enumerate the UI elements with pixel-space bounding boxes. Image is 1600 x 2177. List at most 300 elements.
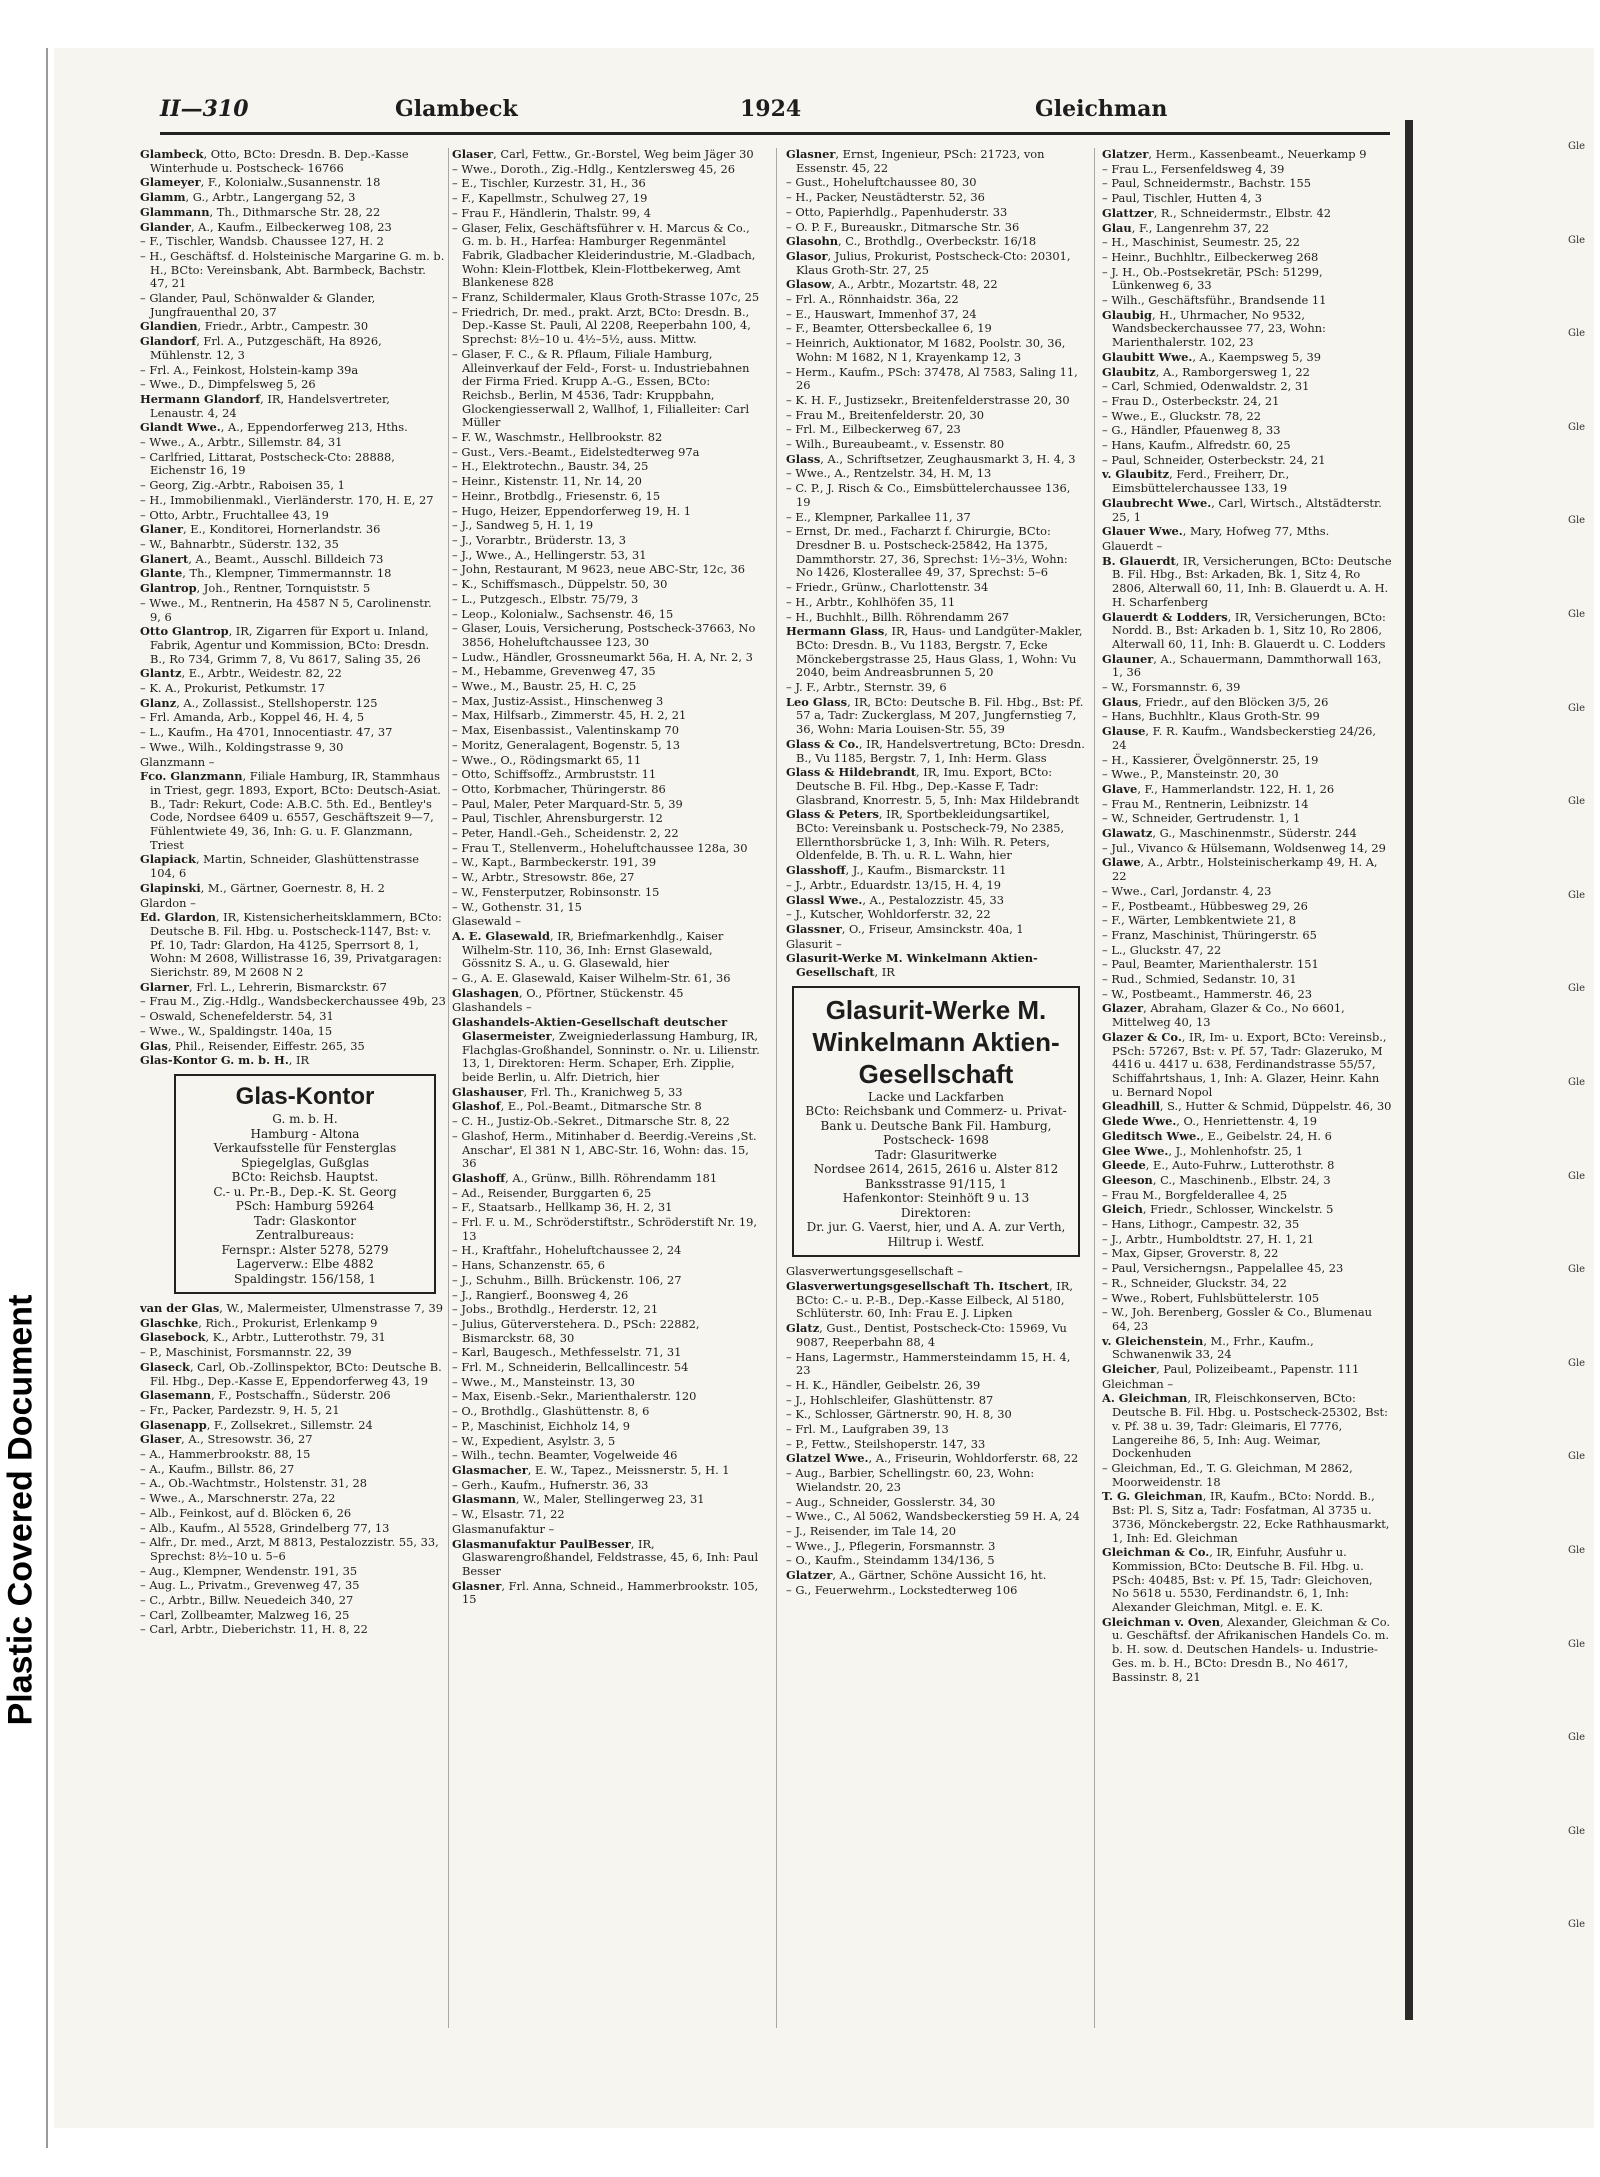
directory-entry: Glass, A., Schriftsetzer, Zeughausmarkt 3, H. 4, 3 — [786, 451, 1076, 466]
advertisement-line: Nordsee 2614, 2615, 2616 u. Alster 812 — [813, 1162, 1059, 1177]
strip-fragment: Gle — [1568, 1076, 1586, 1088]
directory-entry: – C., Arbtr., Billw. Neuedeich 340, 27 — [140, 1593, 354, 1608]
directory-entry: Hermann Glandorf, IR, Handelsvertreter, Lenaustr. 4, 24 — [140, 391, 390, 420]
directory-entry: Glatzer, A., Gärtner, Schöne Aussicht 16, ht. — [786, 1568, 1047, 1583]
strip-fragment: Gle — [1568, 234, 1586, 246]
directory-entry: – L., Kaufm., Ha 4701, Innocentiastr. 47, 37 — [140, 725, 393, 740]
directory-entry: – Ernst, Dr. med., Facharzt f. Chirurgie, BCto: Dresdner B. u. Postscheck-25842, Ha 1375, Dammthorstr. 27, 36, Sprechst: 1½–3½, Wohn: No 1426, Klosterallee 49, 37, Sprechst: 5–6 — [786, 524, 1068, 580]
directory-entry: Glaubrecht Wwe., Carl, Wirtsch., Altstädterstr. 25, 1 — [1102, 495, 1382, 524]
directory-entry: – Frl. F. u. M., Schröderstiftstr., Schröderstift Nr. 19, 13 — [452, 1215, 757, 1243]
directory-entry: – Max, Justiz-Assist., Hinschenweg 3 — [452, 693, 664, 708]
directory-entry: B. Glauerdt, IR, Versicherungen, BCto: Deutsche B. Fil. Hbg., Bst: Arkaden, Bk. 1, Sitz 4, Ro 2806, Alterwall 60, 11, Inh: B. Glauerdt u. A. H. H. Scharfenberg — [1102, 553, 1392, 609]
directory-entry: Glasner, Ernst, Ingenieur, PSch: 21723, von Essenstr. 45, 22 — [786, 148, 1045, 175]
directory-entry: – John, Restaurant, M 9623, neue ABC-Str, 12c, 36 — [452, 562, 745, 577]
directory-entry: Glameyer, F., Kolonialw.,Susannenstr. 18 — [140, 175, 381, 190]
directory-entry: – Aug., Schneider, Gosslerstr. 34, 30 — [786, 1494, 996, 1509]
directory-entry: Glazer & Co., IR, Im- u. Export, BCto: Vereinsb., PSch: 57267, Bst: v. Pf. 57, Tadr: Glazeruko, M 4416 u. 4417 u. 638, Ferdinandstrasse 55/57, Schiffahrtshaus, 1, Inh: A. Glazer, Heinr. Kahn u. Bernard Nopol — [1102, 1029, 1387, 1099]
directory-entry: A. E. Glasewald, IR, Briefmarkenhdlg., Kaiser Wilhelm-Str. 110, 36, Inh: Ernst Glasewald, Gössnitz S. A., u. G. Glasewald, hier — [452, 928, 724, 971]
column-4 — [1102, 148, 1392, 2028]
directory-entry: Otto Glantrop, IR, Zigarren für Export u. Inland, Fabrik, Agentur und Kommission, BCto: Dresdn. B., Ro 734, Grimm 7, 8, Vu 8617, Saling 35, 26 — [140, 624, 430, 666]
directory-entry: – L., Putzgesch., Elbstr. 75/79, 3 — [452, 591, 639, 606]
directory-entry: – Wwe., A., Rentzelstr. 34, H. M, 13 — [786, 466, 992, 481]
directory-entry: – W., Kapt., Barmbeckerstr. 191, 39 — [452, 855, 657, 870]
directory-entry: – Wwe., Doroth., Zig.-Hdlg., Kentzlersweg 45, 26 — [452, 161, 735, 176]
directory-entry: – W., Forsmannstr. 6, 39 — [1102, 680, 1241, 695]
directory-entry: – C. P., J. Risch & Co., Eimsbüttelerchaussee 136, 19 — [786, 481, 1071, 509]
directory-entry: Glanzmann – — [140, 754, 215, 769]
directory-entry: – Wwe., Robert, Fuhlsbüttelerstr. 105 — [1102, 1290, 1320, 1305]
directory-entry: – Wwe., M., Mansteinstr. 13, 30 — [452, 1374, 635, 1389]
advertisement-line: Hafenkontor: Steinhöft 9 u. 13 — [842, 1191, 1030, 1206]
directory-entry: – M., Hebamme, Grevenweg 47, 35 — [452, 664, 656, 679]
directory-entry: – Max, Eisenb.-Sekr., Marienthalerstr. 120 — [452, 1389, 697, 1404]
next-page-strip — [1568, 140, 1598, 2020]
directory-entry: Glee Wwe., J., Mohlenhofstr. 25, 1 — [1102, 1143, 1303, 1158]
directory-entry: Glasverwertungsgesellschaft Th. Itschert, IR, BCto: C.- u. P.-B., Dep.-Kasse Eilbeck, Al 5180, Schlüterstr. 60, Inh: Frau E. J. Lipken — [786, 1278, 1074, 1321]
directory-entry: – A., Hammerbrookstr. 88, 15 — [140, 1447, 311, 1462]
directory-entry: – Max, Hilfsarb., Zimmerstr. 45, H. 2, 21 — [452, 708, 687, 723]
directory-entry: – Heinr., Buchhltr., Eilbeckerweg 268 — [1102, 249, 1319, 264]
directory-entry: – P., Maschinist, Eichholz 14, 9 — [452, 1418, 630, 1433]
directory-entry: – K. A., Prokurist, Petkumstr. 17 — [140, 681, 325, 696]
directory-entry: – W., Postbeamt., Hammerstr. 46, 23 — [1102, 986, 1313, 1001]
strip-fragment: Gle — [1568, 1919, 1586, 1931]
directory-entry: Glashandels-Aktien-Gesellschaft deutscher Glasermeister, Zweigniederlassung Hamburg, IR, Flachglas-Großhandel, Sonninstr. o. Nr. u. Lilienstr. 13, 1, Direktoren: Herm. Schaper, Erh. Zipplie, beide Berlin, u. Alfr. Dietrich, hier — [452, 1015, 760, 1084]
strip-fragment: Gle — [1568, 1544, 1586, 1556]
directory-entry: Glapiack, Martin, Schneider, Glashüttenstrasse 104, 6 — [140, 852, 419, 881]
directory-entry: – Wwe., A., Marschnerstr. 27a, 22 — [140, 1491, 336, 1506]
directory-entry: – Hans, Schanzenstr. 65, 6 — [452, 1258, 606, 1273]
advertisement-line: Banksstrasse 91/115, 1 — [865, 1176, 1007, 1191]
strip-fragment: Gle — [1568, 1638, 1586, 1650]
page-header — [110, 96, 1390, 130]
page-number: II—310 — [160, 96, 249, 122]
directory-entry: – Wilh., Bureaubeamt., v. Essenstr. 80 — [786, 437, 1005, 452]
directory-entry: – H., Geschäftsf. d. Holsteinische Margarine G. m. b. H., BCto: Vereinsbank, Abt. Barmbeck, Bachstr. 47, 21 — [140, 248, 445, 291]
directory-entry: van der Glas, W., Malermeister, Ulmenstrasse 7, 39 — [140, 1301, 443, 1315]
directory-entry: Glasmacher, E. W., Tapez., Meissnerstr. 5, H. 1 — [452, 1462, 730, 1477]
directory-entry: Glammann, Th., Dithmarsche Str. 28, 22 — [140, 204, 381, 219]
directory-entry: – Max, Eisenbassist., Valentinskamp 70 — [452, 723, 680, 738]
column-divider — [448, 148, 449, 2028]
directory-entry: Glas-Kontor G. m. b. H., IR — [140, 1053, 310, 1068]
directory-entry: – J. H., Ob.-Postsekretär, PSch: 51299, Lünkenweg 6, 33 — [1102, 264, 1323, 293]
directory-entry: – Alfr., Dr. med., Arzt, M 8813, Pestalozzistr. 55, 33, Sprechst: 8½–10 u. 5–6 — [140, 1535, 439, 1563]
directory-entry: – Max, Gipser, Groverstr. 8, 22 — [1102, 1246, 1279, 1261]
directory-entry: – Alb., Kaufm., Al 5528, Grindelberg 77, 13 — [140, 1520, 390, 1535]
directory-entry: Glanz, A., Zollassist., Stellshoperstr. 125 — [140, 695, 378, 710]
directory-entry: – Aug. L., Privatm., Grevenweg 47, 35 — [140, 1578, 360, 1593]
directory-entry: – Jobs., Brothdlg., Herderstr. 12, 21 — [452, 1302, 659, 1317]
directory-entry: – Wwe., O., Rödingsmarkt 65, 11 — [452, 752, 642, 767]
strip-fragment: Gle — [1568, 889, 1586, 901]
advertisement-line: Verkaufsstelle für Fensterglas Spiegelglas, Gußglas — [213, 1141, 397, 1170]
directory-entry: Glassl Wwe., A., Pestalozzistr. 45, 33 — [786, 892, 1005, 907]
strip-fragment: Gle — [1568, 983, 1586, 995]
advertisement-line: BCto: Reichsb. Hauptst. — [231, 1170, 379, 1184]
directory-entry: – Wwe., D., Dimpfelsweg 5, 26 — [140, 377, 316, 392]
directory-entry: – C. H., Justiz-Ob.-Sekret., Ditmarsche Str. 8, 22 — [452, 1114, 730, 1129]
advertisement-line: BCto: Reichsbank und Commerz- u. Privat-Bank u. Deutsche Bank Fil. Hamburg, Postscheck- 1698 — [805, 1104, 1067, 1148]
directory-entry: Gleicher, Paul, Polizeibeamt., Papenstr. 111 — [1102, 1362, 1360, 1377]
directory-entry: – Gerh., Kaufm., Hufnerstr. 36, 33 — [452, 1477, 649, 1492]
directory-entry: – F., Staatsarb., Hellkamp 36, H. 2, 31 — [452, 1200, 673, 1215]
directory-entry: – Carl, Zollbeamter, Malzweg 16, 25 — [140, 1607, 350, 1622]
directory-entry: Glauner, A., Schauermann, Dammthorwall 163, 1, 36 — [1102, 651, 1382, 680]
directory-entry: – Friedr., Grünw., Charlottenstr. 34 — [786, 580, 989, 595]
directory-entry: – F. W., Waschmstr., Hellbrookstr. 82 — [452, 430, 663, 445]
directory-entry: – Hans, Lagermstr., Hammersteindamm 15, H. 4, 23 — [786, 1349, 1071, 1378]
directory-entry: – Franz, Schildermaler, Klaus Groth-Strasse 107c, 25 — [452, 290, 760, 305]
directory-entry: Glasshoff, J., Kaufm., Bismarckstr. 11 — [786, 863, 1007, 878]
directory-entry: – H., Kraftfahr., Hoheluftchaussee 2, 24 — [452, 1243, 682, 1258]
advertisement-title: Glas-Kontor — [235, 1083, 375, 1110]
directory-entry: – Frau M., Zig.-Hdlg., Wandsbeckerchaussee 49b, 23 — [140, 994, 446, 1009]
directory-entry: Glause, F. R. Kaufm., Wandsbeckerstieg 24/26, 24 — [1102, 724, 1376, 752]
directory-entry: Gleichman & Co., IR, Einfuhr, Ausfuhr u. Kommission, BCto: Deutsche B. Fil. Hbg. u. PSch: 40485, Bst: v. Pf. 15, Tadr: Gleichoven, No 5618 u. 5530, Ferdinandstr. 6, 1, Inh: Alexander Gleichman, Mitgl. e. E. K. — [1102, 1545, 1373, 1615]
directory-entry: Gleede, E., Auto-Fuhrw., Lutterothstr. 8 — [1102, 1158, 1335, 1173]
directory-entry: – F., Postbeamt., Hübbesweg 29, 26 — [1102, 898, 1308, 913]
directory-entry: – Karl, Baugesch., Methfesselstr. 71, 31 — [452, 1345, 682, 1360]
directory-entry: – J., Kutscher, Wohldorferstr. 32, 22 — [786, 907, 991, 922]
directory-entry: Glandorf, Frl. A., Putzgeschäft, Ha 8926, Mühlenstr. 12, 3 — [140, 334, 382, 362]
directory-entry: – Hans, Lithogr., Campestr. 32, 35 — [1102, 1217, 1300, 1232]
directory-entry: Glasow, A., Arbtr., Mozartstr. 48, 22 — [786, 277, 998, 292]
strip-fragment: Gle — [1568, 1264, 1586, 1276]
directory-entry: Glashandels – — [452, 1000, 532, 1015]
directory-entry: – J., Arbtr., Eduardstr. 13/15, H. 4, 19 — [786, 877, 1002, 892]
directory-entry: Glede Wwe., O., Henriettenstr. 4, 19 — [1102, 1114, 1317, 1129]
column-2 — [452, 148, 760, 2028]
strip-fragment: Gle — [1568, 1357, 1586, 1369]
directory-entry: – Moritz, Generalagent, Bogenstr. 5, 13 — [452, 737, 680, 752]
strip-fragment: Gle — [1568, 796, 1586, 808]
advertisement-line: Lacke und Lackfarben — [868, 1089, 1004, 1104]
directory-entry: Gleditsch Wwe., E., Geibelstr. 24, H. 6 — [1102, 1128, 1332, 1143]
directory-entry: Gleeson, C., Maschinenb., Elbstr. 24, 3 — [1102, 1172, 1331, 1187]
directory-entry: – H., Elektrotechn., Baustr. 34, 25 — [452, 459, 649, 474]
directory-entry: – R., Schneider, Gluckstr. 34, 22 — [1102, 1275, 1287, 1290]
directory-entry: – P., Fettw., Steilshoperstr. 147, 33 — [786, 1436, 986, 1451]
directory-entry: v. Glaubitz, Ferd., Freiherr, Dr., Eimsbüttelerchaussee 133, 19 — [1102, 467, 1290, 496]
directory-entry: Glazer, Abraham, Glazer & Co., No 6601, Mittelweg 40, 13 — [1102, 1001, 1345, 1030]
directory-entry: Glaus, Friedr., auf den Blöcken 3/5, 26 — [1102, 694, 1329, 709]
directory-entry: Glasurit – — [786, 936, 842, 951]
directory-entry: – Glander, Paul, Schönwalder & Glander, Jungfrauenthal 20, 37 — [140, 291, 376, 319]
advertisement-box — [792, 986, 1080, 1258]
directory-entry: A. Gleichman, IR, Fleischkonserven, BCto: Deutsche B. Fil. Hbg. u. Postscheck-25302, Bst: v. Pf. 38 u. 39, Tadr: Gleimaris, El 7776, Langereihe 86, 5, Inh: Aug. Weimar, Dockenhuden — [1102, 1391, 1388, 1461]
directory-entry: Glanert, A., Beamt., Ausschl. Billdeich 73 — [140, 551, 384, 566]
directory-entry: Glasmanufaktur PaulBesser, IR, Glaswarengroßhandel, Feldstrasse, 45, 6, Inh: Paul Besser — [452, 1536, 759, 1578]
directory-entry: Glaubitt Wwe., A., Kaempsweg 5, 39 — [1102, 349, 1322, 364]
directory-entry: – Julius, Güterverstehera. D., PSch: 22882, Bismarckstr. 68, 30 — [452, 1316, 700, 1345]
directory-entry: – Wwe., E., Gluckstr. 78, 22 — [1102, 408, 1262, 423]
directory-entry: Glaubitz, A., Ramborgersweg 1, 22 — [1102, 364, 1310, 379]
directory-entry: – Frau T., Stellenverm., Hoheluftchaussee 128a, 30 — [452, 840, 748, 855]
directory-entry: – Frl. M., Schneiderin, Bellcallincestr. 54 — [452, 1360, 689, 1375]
directory-entry: – Frau M., Rentnerin, Leibnizstr. 14 — [1102, 796, 1309, 811]
directory-entry: – Wilh., techn. Beamter, Vogelweide 46 — [452, 1448, 678, 1463]
strip-fragment: Gle — [1568, 515, 1586, 527]
advertisement-line: Tadr: Glasuritwerke — [875, 1147, 997, 1162]
directory-entry: Glaser, Carl, Fettw., Gr.-Borstel, Weg beim Jäger 30 — [452, 148, 754, 161]
directory-entry: – Wwe., A., Arbtr., Sillemstr. 84, 31 — [140, 435, 343, 450]
directory-entry: – Paul, Schneider, Osterbeckstr. 24, 21 — [1102, 452, 1326, 467]
directory-entry: – H., Arbtr., Kohlhöfen 35, 11 — [786, 594, 956, 609]
directory-entry: – Alb., Feinkost, auf d. Blöcken 6, 26 — [140, 1505, 352, 1520]
directory-entry: – Heinr., Kistenstr. 11, Nr. 14, 20 — [452, 474, 642, 489]
directory-entry: Glamm, G., Arbtr., Langergang 52, 3 — [140, 190, 356, 205]
advertisement-box — [174, 1074, 436, 1294]
directory-entry: Glass & Peters, IR, Sportbekleidungsartikel, BCto: Vereinsbank u. Postscheck-79, No 2385, Ellernthorsbrücke 1, 3, Inh: Wilh. R. Peters, Oldenfelde, B. Th. u. R. L. Wahn, hier — [786, 807, 1065, 863]
advertisement-line: G. m. b. H. — [272, 1112, 338, 1126]
directory-entry: – Paul, Tischler, Hutten 4, 3 — [1102, 191, 1262, 206]
directory-entry: Glasmann, W., Maler, Stellingerweg 23, 31 — [452, 1492, 705, 1507]
directory-entry: Gleichman v. Oven, Alexander, Gleichman & Co. u. Geschäftsf. der Afrikanischen Handels Co. m. b. H. sow. d. Deutschen Handels- u. Industrie-Ges. m. b. H., BCto: Dresdn B., No 4617, Bassinstr. 8, 21 — [1102, 1614, 1391, 1684]
directory-entry: – Wwe., M., Baustr. 25, H. C, 25 — [452, 679, 637, 694]
directory-entry: – Wwe., W., Spaldingstr. 140a, 15 — [140, 1023, 333, 1038]
directory-entry: – W., Expedient, Asylstr. 3, 5 — [452, 1433, 616, 1448]
directory-entry: – Heinr., Brotbdlg., Friesenstr. 6, 15 — [452, 488, 661, 503]
directory-entry: – Frau M., Borgfelderallee 4, 25 — [1102, 1187, 1288, 1202]
directory-entry: – J., Vorarbtr., Brüderstr. 13, 3 — [452, 532, 626, 547]
directory-entry: – Aug., Barbier, Schellingstr. 60, 23, Wohn: Wielandstr. 20, 23 — [786, 1466, 1035, 1494]
strip-fragment: Gle — [1568, 141, 1586, 152]
strip-fragment: Gle — [1568, 608, 1586, 620]
directory-entry: Glaser, A., Stresowstr. 36, 27 — [140, 1432, 313, 1447]
directory-entry: Glassner, O., Friseur, Amsinckstr. 40a, 1 — [786, 921, 1024, 936]
directory-entry: – O., Brothdlg., Glashüttenstr. 8, 6 — [452, 1404, 650, 1419]
directory-entry: Hermann Glass, IR, Haus- und Landgüter-Makler, BCto: Dresdn. B., Vu 1183, Bergstr. 7, Ecke Mönckebergstrasse 25, Haus Glass, 1, Wohn: Vu 2040, beim Andreasbrunnen 5, 20 — [786, 624, 1083, 680]
advertisement-line: C.- u. Pr.-B., Dep.-K. St. Georg — [213, 1184, 397, 1199]
strip-fragment: Gle — [1568, 421, 1586, 433]
directory-entry: – Carl, Arbtr., Dieberichstr. 11, H. 8, 22 — [140, 1622, 368, 1637]
column-3 — [786, 148, 1086, 2028]
column-divider — [1094, 148, 1095, 2028]
directory-entry: – Frau D., Osterbeckstr. 24, 21 — [1102, 393, 1280, 408]
directory-entry: Glasebock, K., Arbtr., Lutterothstr. 79, 31 — [140, 1330, 386, 1345]
column-divider — [776, 148, 777, 2028]
directory-entry: – L., Gluckstr. 47, 22 — [1102, 942, 1222, 957]
left-border-rule — [46, 48, 48, 2148]
directory-entry: – Herm., Kaufm., PSch: 37478, Al 7583, Saling 11, 26 — [786, 364, 1078, 393]
directory-entry: Glantz, E., Arbtr., Weidestr. 82, 22 — [140, 666, 342, 681]
directory-entry: – Wwe., J., Pflegerin, Forsmannstr. 3 — [786, 1538, 996, 1553]
directory-entry: Glawatz, G., Maschinenmstr., Süderstr. 244 — [1102, 826, 1357, 841]
directory-entry: – Peter, Handl.-Geh., Scheidenstr. 2, 22 — [452, 826, 679, 841]
directory-entry: – Otto, Korbmacher, Thüringerstr. 86 — [452, 781, 666, 796]
directory-entry: Glaner, E., Konditorei, Hornerlandstr. 36 — [140, 522, 381, 537]
directory-entry: – Georg, Zig.-Arbtr., Raboisen 35, 1 — [140, 478, 345, 493]
directory-entry: – Paul, Schneidermstr., Bachstr. 155 — [1102, 176, 1311, 191]
directory-entry: – Friedrich, Dr. med., prakt. Arzt, BCto: Dresdn. B., Dep.-Kasse St. Pauli, Al 2208, Reeperbahn 100, 4, Sprechst: 8½–10 u. 4½–5½, auss. Mittw. — [452, 304, 751, 347]
strip-fragment: Gle — [1568, 1170, 1586, 1182]
directory-entry: – Hans, Buchhltr., Klaus Groth-Str. 99 — [1102, 709, 1320, 724]
directory-entry: – E., Klempner, Parkallee 11, 37 — [786, 509, 971, 524]
directory-entry: – H., Kassierer, Övelgönnerstr. 25, 19 — [1102, 752, 1319, 767]
directory-entry: – J., Rangierf., Boonsweg 4, 26 — [452, 1287, 629, 1302]
directory-entry: – Otto, Papierhdlg., Papenhuderstr. 33 — [786, 204, 1008, 219]
directory-entry: – Glaser, Louis, Versicherung, Postscheck-37663, No 3856, Hoheluftchaussee 123, 30 — [452, 621, 756, 649]
directory-entry: Glau, F., Langenrehm 37, 22 — [1102, 220, 1270, 235]
directory-entry: – J. F., Arbtr., Sternstr. 39, 6 — [786, 680, 947, 695]
directory-entry: Glantrop, Joh., Rentner, Tornquiststr. 5 — [140, 581, 371, 596]
directory-entry: – J., Schuhm., Billh. Brückenstr. 106, 27 — [452, 1272, 682, 1287]
directory-entry: – Aug., Klempner, Wendenstr. 191, 35 — [140, 1563, 358, 1578]
header-first-word: Glambeck — [395, 96, 518, 122]
directory-entry: Glauerdt – — [1102, 538, 1163, 553]
directory-entry: – Glashof, Herm., Mitinhaber d. Beerdig.-Vereins ,St. Anschar', El 381 N 1, ABC-Str. 16, Wohn: das. 15, 36 — [452, 1128, 757, 1171]
directory-entry: Fco. Glanzmann, Filiale Hamburg, IR, Stammhaus in Triest, gegr. 1893, Export, BCto: Deutsch-Asiat. B., Tadr: Rekurt, Code: A.B.C. 5th. Ed., Bentley's Code, Nordsee 6409 u. 6557, Geschäftszeit 9—7, Fühlentwiete 49, 36, Inh: G. u. F. Glanzmann, Triest — [140, 769, 441, 852]
directory-entry: Glasmanufaktur – — [452, 1521, 555, 1536]
strip-fragment: Gle — [1568, 1825, 1586, 1837]
directory-entry: – A., Kaufm., Billstr. 86, 27 — [140, 1461, 295, 1476]
directory-entry: – Hans, Kaufm., Alfredstr. 60, 25 — [1102, 438, 1291, 453]
directory-entry: Glave, F., Hammerlandstr. 122, H. 1, 26 — [1102, 781, 1335, 796]
directory-entry: – Wwe., M., Rentnerin, Ha 4587 N 5, Carolinenstr. 9, 6 — [140, 595, 432, 624]
directory-entry: Glass & Hildebrandt, IR, Imu. Export, BCto: Deutsche B. Fil. Hbg., Dep.-Kasse F, Tadr: Glasbrand, Knorrestr. 5, 5, Inh: Max Hildebrandt — [786, 765, 1080, 807]
directory-entry: – G., A. E. Glasewald, Kaiser Wilhelm-Str. 61, 36 — [452, 971, 731, 986]
directory-entry: – Carl, Schmied, Odenwaldstr. 2, 31 — [1102, 379, 1310, 394]
directory-entry: – J., Sandweg 5, H. 1, 19 — [452, 518, 594, 533]
directory-entry: Glander, A., Kaufm., Eilbeckerweg 108, 23 — [140, 219, 392, 234]
directory-entry: – H. K., Händler, Geibelstr. 26, 39 — [786, 1377, 981, 1392]
directory-entry: Glapinski, M., Gärtner, Goernestr. 8, H. 2 — [140, 880, 385, 895]
directory-entry: Glauerdt & Lodders, IR, Versicherungen, BCto: Nordd. B., Bst: Arkaden b. 1, Sitz 10, Ro 2806, Alterwall 60, 11, Inh: B. Glauerdt u. C. Lodders — [1102, 609, 1386, 651]
directory-entry: – J., Arbtr., Humboldtstr. 27, H. 1, 21 — [1102, 1231, 1314, 1246]
side-label-tab — [0, 1130, 42, 1890]
directory-entry: – J., Reisender, im Tale 14, 20 — [786, 1523, 957, 1538]
directory-entry: – H., Maschinist, Seumestr. 25, 22 — [1102, 235, 1300, 250]
directory-entry: – Oswald, Schenefelderstr. 54, 31 — [140, 1009, 334, 1024]
directory-entry: Glaseck, Carl, Ob.-Zollinspektor, BCto: Deutsche B. Fil. Hbg., Dep.-Kasse E, Eppendorferweg 43, 19 — [140, 1359, 442, 1388]
directory-entry: Glandien, Friedr., Arbtr., Campestr. 30 — [140, 319, 369, 334]
directory-entry: – Hugo, Heizer, Eppendorferweg 19, H. 1 — [452, 503, 692, 518]
directory-entry: – H., Packer, Neustädterstr. 52, 36 — [786, 190, 985, 205]
advertisement-title: Glasurit-Werke M. Winkelmann Aktien-Gesellschaft — [812, 994, 1060, 1089]
directory-entry: Glatzel Wwe., A., Friseurin, Wohldorferstr. 68, 22 — [786, 1451, 1079, 1466]
advertisement-line: Zentralbureaus: — [255, 1228, 355, 1242]
directory-entry: – Frl. M., Eilbeckerweg 67, 23 — [786, 422, 961, 437]
directory-entry: – F., Kapellmstr., Schulweg 27, 19 — [452, 191, 648, 206]
strip-fragment: Gle — [1568, 702, 1586, 714]
directory-entry: Glasemann, F., Postschaffn., Süderstr. 206 — [140, 1388, 391, 1403]
directory-entry: – Franz, Maschinist, Thüringerstr. 65 — [1102, 927, 1317, 942]
directory-entry: Glashoff, A., Grünw., Billh. Röhrendamm 181 — [452, 1170, 718, 1185]
directory-entry: Gleich, Friedr., Schlosser, Winckelstr. 5 — [1102, 1202, 1334, 1217]
column-1 — [140, 148, 446, 2028]
directory-entry: Glaubig, H., Uhrmacher, No 9532, Wandsbeckerchaussee 77, 23, Wohn: Marienthalerstr. 102, 23 — [1102, 307, 1326, 350]
directory-entry: – Frl. A., Feinkost, Holstein-kamp 39a — [140, 362, 359, 377]
directory-entry: – Leop., Kolonialw., Sachsenstr. 46, 15 — [452, 606, 674, 621]
directory-entry: – W., Bahnarbtr., Süderstr. 132, 35 — [140, 536, 339, 551]
directory-entry: Glas, Phil., Reisender, Eiffestr. 265, 35 — [140, 1038, 365, 1053]
directory-entry: – Paul, Tischler, Ahrensburgerstr. 12 — [452, 811, 663, 826]
advertisement-line: Fernspr.: Alster 5278, 5279 — [221, 1242, 389, 1257]
directory-entry: – Gust., Hoheluftchaussee 80, 30 — [786, 175, 977, 190]
directory-entry: Glashauser, Frl. Th., Kranichweg 5, 33 — [452, 1084, 683, 1099]
directory-entry: – Gust., Vers.-Beamt., Eidelstedterweg 97a — [452, 444, 700, 459]
advertisement-line: PSch: Hamburg 59264 — [235, 1199, 375, 1213]
directory-entry: Glasverwertungsgesellschaft – — [786, 1264, 963, 1279]
directory-entry: – Carlfried, Littarat, Postscheck-Cto: 28888, Eichenstr 16, 19 — [140, 449, 395, 478]
directory-entry: – Paul, Versicherngsn., Pappelallee 45, 23 — [1102, 1261, 1344, 1276]
directory-entry: Leo Glass, IR, BCto: Deutsche B. Fil. Hbg., Bst: Pf. 57 a, Tadr: Zuckerglass, M 207, Jungfernstieg 7, 36, Wohn: Maria Louisen-Str. 55, 39 — [786, 694, 1084, 737]
directory-entry: Glasner, Frl. Anna, Schneid., Hammerbrookstr. 105, 15 — [452, 1578, 759, 1607]
directory-entry: – F., Tischler, Wandsb. Chaussee 127, H. 2 — [140, 234, 384, 249]
directory-entry: – Otto, Arbtr., Fruchtallee 43, 19 — [140, 507, 329, 522]
directory-entry: – H., Buchhlt., Billh. Röhrendamm 267 — [786, 609, 1010, 624]
directory-entry: – J., Hohlschleifer, Glashüttenstr. 87 — [786, 1392, 994, 1407]
directory-entry: – P., Maschinist, Forsmannstr. 22, 39 — [140, 1345, 352, 1360]
directory-entry: – W., Schneider, Gertrudenstr. 1, 1 — [1102, 811, 1301, 826]
directory-entry: Glasurit-Werke M. Winkelmann Aktien-Gesellschaft, IR — [786, 951, 1038, 980]
directory-entry: – Rud., Schmied, Sedanstr. 10, 31 — [1102, 972, 1297, 987]
directory-entry: – E., Hauswart, Immenhof 37, 24 — [786, 306, 977, 321]
directory-entry: Glatz, Gust., Dentist, Postscheck-Cto: 15969, Vu 9087, Reeperbahn 88, 4 — [786, 1321, 1067, 1349]
header-last-word: Gleichman — [1035, 96, 1168, 122]
directory-entry: – Wilh., Geschäftsführ., Brandsende 11 — [1102, 293, 1327, 308]
directory-entry: Glashof, E., Pol.-Beamt., Ditmarsche Str. 8 — [452, 1099, 702, 1114]
directory-entry: – F., Beamter, Ottersbeckallee 6, 19 — [786, 321, 992, 336]
directory-entry: – K., Schlosser, Gärtnerstr. 90, H. 8, 30 — [786, 1407, 1012, 1422]
directory-entry: Gleichman – — [1102, 1376, 1174, 1391]
directory-entry: – Jul., Vivanco & Hülsemann, Woldsenweg 14, 29 — [1102, 840, 1386, 855]
directory-entry: – Heinrich, Auktionator, M 1682, Poolstr. 30, 36, Wohn: M 1682, N 1, Krayenkamp 12, 3 — [786, 336, 1066, 364]
directory-entry: – Wwe., C., Al 5062, Wandsbeckerstieg 59 H. A, 24 — [786, 1509, 1080, 1524]
advertisement-line: Dr. jur. G. Vaerst, hier, und A. A. zur Verth, Hiltrup i. Westf. — [806, 1220, 1066, 1249]
directory-entry: – Gleichman, Ed., T. G. Gleichman, M 2862, Moorweidenstr. 18 — [1102, 1460, 1353, 1489]
directory-entry: – Ad., Reisender, Burggarten 6, 25 — [452, 1185, 652, 1200]
directory-entry: – J., Wwe., A., Hellingerstr. 53, 31 — [452, 547, 647, 562]
strip-fragment: Gle — [1568, 1451, 1586, 1463]
directory-entry: – Frau F., Händlerin, Thalstr. 99, 4 — [452, 205, 652, 220]
directory-entry: – Frl. M., Laufgraben 39, 13 — [786, 1422, 949, 1437]
directory-entry: – Frau M., Breitenfelderstr. 20, 30 — [786, 407, 984, 422]
directory-entry: v. Gleichenstein, M., Frhr., Kaufm., Schwanenwik 33, 24 — [1102, 1333, 1314, 1362]
directory-entry: – W., Arbtr., Stresowstr. 86e, 27 — [452, 870, 635, 885]
directory-entry: – E., Tischler, Kurzestr. 31, H., 36 — [452, 176, 646, 191]
directory-entry: – O. P. F., Bureauskr., Ditmarsche Str. 36 — [786, 219, 1020, 234]
directory-entry: Glarner, Frl. L., Lehrerin, Bismarckstr. 67 — [140, 979, 387, 994]
directory-entry: – O., Kaufm., Steindamm 134/136, 5 — [786, 1553, 995, 1568]
directory-entry: – F., Wärter, Lembkentwiete 21, 8 — [1102, 913, 1297, 928]
directory-entry: Glante, Th., Klempner, Timmermannstr. 18 — [140, 566, 392, 581]
directory-entry: – Frau L., Fersenfeldsweg 4, 39 — [1102, 161, 1285, 176]
directory-entry: – Glaser, Felix, Geschäftsführer v. H. Marcus & Co., G. m. b. H., Harfea: Hamburger Regenmäntel Fabrik, Gladbacher Kleiderindustrie, M.-Gladbach, Wohn: Klein-Flottbek, Klein-Flottbekerweg, Amt Blankenese 828 — [452, 220, 756, 290]
directory-entry: Glatzer, Herm., Kassenbeamt., Neuerkamp 9 — [1102, 148, 1367, 161]
directory-entry: – Otto, Schiffsoffz., Armbruststr. 11 — [452, 767, 657, 782]
directory-entry: Glass & Co., IR, Handelsvertretung, BCto: Dresdn. B., Vu 1185, Bergstr. 7, 1, Inh: Herm. Glass — [786, 736, 1085, 765]
directory-entry: – Wwe., Carl, Jordanstr. 4, 23 — [1102, 883, 1272, 898]
directory-entry: – H., Immobilienmakl., Vierländerstr. 170, H. E, 27 — [140, 492, 434, 507]
directory-entry: Glasor, Julius, Prokurist, Postscheck-Cto: 20301, Klaus Groth-Str. 27, 25 — [786, 248, 1071, 277]
header-year: 1924 — [740, 96, 802, 122]
directory-entry: Glardon – — [140, 895, 196, 910]
binding-edge — [1405, 120, 1413, 2020]
directory-entry: Glauer Wwe., Mary, Hofweg 77, Mths. — [1102, 524, 1330, 539]
directory-entry: Glambeck, Otto, BCto: Dresdn. B. Dep.-Kasse Winterhude u. Postscheck- 16766 — [140, 148, 409, 175]
header-rule — [160, 132, 1390, 135]
strip-fragment: Gle — [1568, 1732, 1586, 1744]
directory-entry: Glandt Wwe., A., Eppendorferweg 213, Hths. — [140, 420, 408, 435]
directory-entry: – Wwe., Wilh., Koldingstrasse 9, 30 — [140, 739, 344, 754]
directory-entry: – G., Feuerwehrm., Lockstedterweg 106 — [786, 1582, 1018, 1597]
directory-entry: T. G. Gleichman, IR, Kaufm., BCto: Nordd. B., Bst: Pl. S, Sitz a, Tadr: Fosfatman, Al 3735 u. 3736, Mönckebergstr. 22, Ecke Rathhausmarkt, 1, Inh: Ed. Gleichman — [1102, 1489, 1390, 1545]
advertisement-line: Hamburg - Altona — [250, 1126, 360, 1141]
advertisement-line: Spaldingstr. 156/158, 1 — [234, 1271, 376, 1286]
directory-entry: – W., Joh. Berenberg, Gossler & Co., Blumenau 64, 23 — [1102, 1305, 1372, 1333]
